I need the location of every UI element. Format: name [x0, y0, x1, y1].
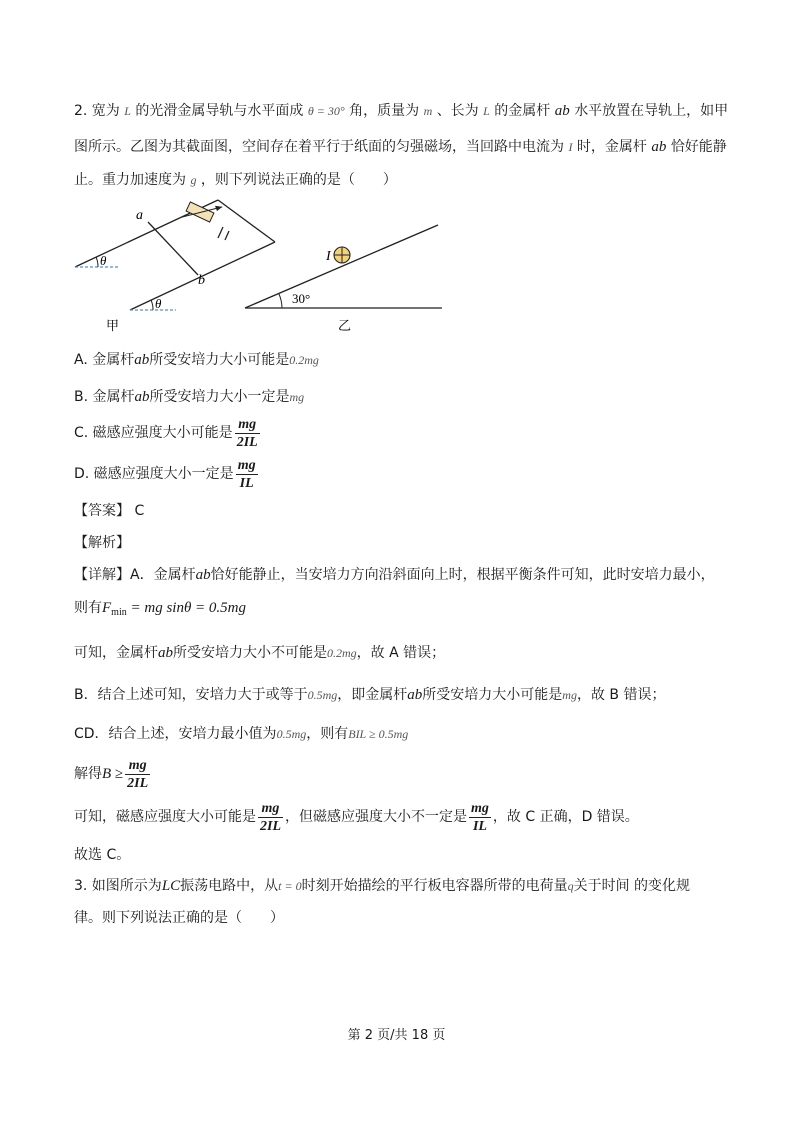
q3-text: 时刻开始描绘的平行板电容器所带的电荷量 — [301, 878, 568, 894]
q2-text: 角，质量为 — [349, 103, 420, 119]
math-ab: ab — [651, 139, 667, 155]
detail-line-4 — [74, 685, 665, 705]
detail-line-8 — [74, 845, 130, 865]
math-t-equals-0: t = 0 — [278, 879, 302, 893]
detail-line-5 — [74, 724, 408, 744]
metal-rod-ab — [148, 222, 198, 275]
option-B-text: B. 金属杆 — [74, 389, 135, 405]
math-equation: = mg sinθ = 0.5mg — [126, 600, 247, 616]
label-I: I — [326, 249, 331, 264]
fraction-denominator: 2IL — [236, 434, 258, 450]
option-A — [74, 350, 319, 370]
q2-text: 恰好能静 — [670, 139, 727, 155]
fraction-numerator: mg — [237, 457, 256, 473]
math-ab: ab — [195, 567, 211, 583]
angle-arc-30 — [279, 294, 282, 308]
q2-text: 、长为 — [436, 103, 479, 119]
label-yi: 乙 — [338, 319, 352, 334]
math-value: 0.2mg — [289, 353, 319, 367]
battery-icon — [218, 227, 229, 240]
q3-text: 关于时间 的变化规 — [573, 878, 691, 894]
label-b: b — [198, 273, 205, 288]
q3-line-1 — [74, 876, 690, 896]
q2-text: ，则下列说法正确的是（ ） — [200, 172, 397, 188]
math-L: L — [124, 104, 131, 118]
math-ab: ab — [134, 389, 150, 405]
answer-label: 【答案】 — [74, 503, 130, 519]
fraction-denominator: 2IL — [127, 775, 149, 791]
label-theta-2: θ — [155, 296, 162, 311]
option-D — [74, 455, 260, 493]
math-ab: ab — [134, 352, 150, 368]
q2-line-3 — [74, 170, 397, 190]
fraction-numerator: mg — [238, 416, 257, 432]
math-B-geq: B ≥ — [102, 766, 124, 782]
incline-line — [245, 225, 438, 308]
detail-text: 可知，金属杆 — [74, 645, 158, 661]
detail-text: ，故 C 正确，D 错误。 — [492, 809, 639, 825]
angle-arc-2 — [151, 300, 153, 310]
math-value: mg — [289, 390, 305, 404]
q2-text: 的光滑金属导轨与水平面成 — [135, 103, 304, 119]
math-m: m — [423, 104, 433, 118]
detail-text: 可知，磁感应强度大小可能是 — [74, 809, 256, 825]
q2-text: 止。重力加速度为 — [74, 172, 186, 188]
label-30-degrees: 30° — [292, 291, 311, 306]
angle-arc-1 — [96, 257, 98, 267]
math-value: 0.5mg — [276, 727, 307, 741]
detail-line-6 — [74, 755, 152, 793]
detail-text: ，故 A 错误； — [356, 645, 446, 661]
math-value: 0.2mg — [327, 646, 357, 660]
detail-text: 则有 — [74, 600, 102, 616]
detail-text: 解得 — [74, 766, 102, 782]
math-inequality: BIL ≥ 0.5mg — [348, 727, 409, 741]
math-ab: ab — [554, 103, 570, 119]
detail-line-2 — [74, 598, 246, 623]
label-theta-1: θ — [100, 253, 107, 268]
label-jia: 甲 — [106, 319, 120, 334]
math-theta-30: θ = 30° — [307, 104, 345, 118]
math-L: L — [483, 104, 490, 118]
physics-figure — [70, 198, 450, 338]
current-out-of-page-icon — [334, 247, 350, 263]
fraction — [236, 457, 258, 492]
math-g: g — [190, 173, 197, 187]
q2-text: 的金属杆 — [494, 103, 551, 119]
q3-text: 振荡电路中，从 — [180, 878, 279, 894]
detail-line-7 — [74, 798, 639, 836]
answer-line — [74, 501, 144, 521]
option-A-text: 所受安培力大小可能是 — [149, 352, 290, 368]
detail-line-3 — [74, 643, 445, 663]
fraction — [469, 800, 491, 835]
q3-line-2 — [74, 908, 284, 928]
fraction-numerator: mg — [128, 757, 147, 773]
analysis-label: 【解析】 — [74, 535, 130, 551]
q2-line-1 — [74, 101, 728, 121]
q3-text: 律。则下列说法正确的是（ ） — [74, 910, 284, 926]
detail-text: ，故 B 错误； — [576, 687, 666, 703]
q2-text: 2. 宽为 — [74, 103, 120, 119]
math-ab: ab — [158, 645, 173, 661]
q2-line-2 — [74, 137, 727, 157]
page-footer: 第 2 页/共 18 页 — [347, 1028, 446, 1043]
detail-text: B．结合上述可知，安培力大于或等于 — [74, 687, 308, 703]
math-subscript-min: min — [111, 607, 127, 618]
math-q: q — [567, 879, 574, 893]
q3-text: 3. 如图所示为 — [74, 878, 162, 894]
option-D-text: D. 磁感应强度大小一定是 — [74, 466, 234, 482]
detail-text: 恰好能静止，当安培力方向沿斜面向上时，根据平衡条件可知，此时安培力最小， — [210, 567, 715, 583]
detail-text: 【详解】A．金属杆 — [74, 567, 196, 583]
option-B — [74, 387, 304, 407]
detail-line-1 — [74, 565, 715, 585]
detail-text: CD．结合上述，安培力最小值为 — [74, 726, 277, 742]
detail-text: 所受安培力大小可能是 — [422, 687, 563, 703]
label-a: a — [136, 208, 143, 223]
detail-text: ，即金属杆 — [337, 687, 408, 703]
detail-text: 所受安培力大小不可能是 — [173, 645, 327, 661]
math-F: F — [102, 600, 112, 616]
fraction — [125, 757, 150, 792]
math-I: I — [568, 140, 573, 154]
detail-text: ，但磁感应强度大小不一定是 — [285, 809, 467, 825]
figure-jia — [75, 198, 275, 334]
q2-text: 水平放置在导轨上，如甲 — [574, 103, 729, 119]
math-LC: LC — [161, 878, 181, 894]
detail-text: 故选 C。 — [74, 847, 131, 863]
option-A-text: A. 金属杆 — [74, 352, 135, 368]
q2-text: 时，金属杆 — [576, 139, 647, 155]
fraction-denominator: IL — [469, 817, 491, 835]
fraction-denominator: IL — [236, 474, 258, 492]
answer-value: C — [134, 503, 145, 519]
q2-text: 图所示。乙图为其截面图，空间存在着平行于纸面的匀强磁场，当回路中电流为 — [74, 139, 564, 155]
option-C — [74, 414, 262, 452]
math-value: mg — [562, 688, 577, 702]
fraction-numerator: mg — [471, 800, 489, 816]
fraction-denominator: 2IL — [260, 818, 281, 834]
analysis-heading — [74, 533, 130, 553]
math-ab: ab — [407, 687, 423, 703]
option-C-text: C. 磁感应强度大小可能是 — [74, 425, 233, 441]
fraction — [235, 416, 260, 451]
fraction — [258, 800, 283, 835]
fraction-numerator: mg — [261, 800, 280, 816]
math-value: 0.5mg — [307, 688, 338, 702]
detail-text: ，则有 — [306, 726, 349, 742]
option-B-text: 所受安培力大小一定是 — [149, 389, 290, 405]
